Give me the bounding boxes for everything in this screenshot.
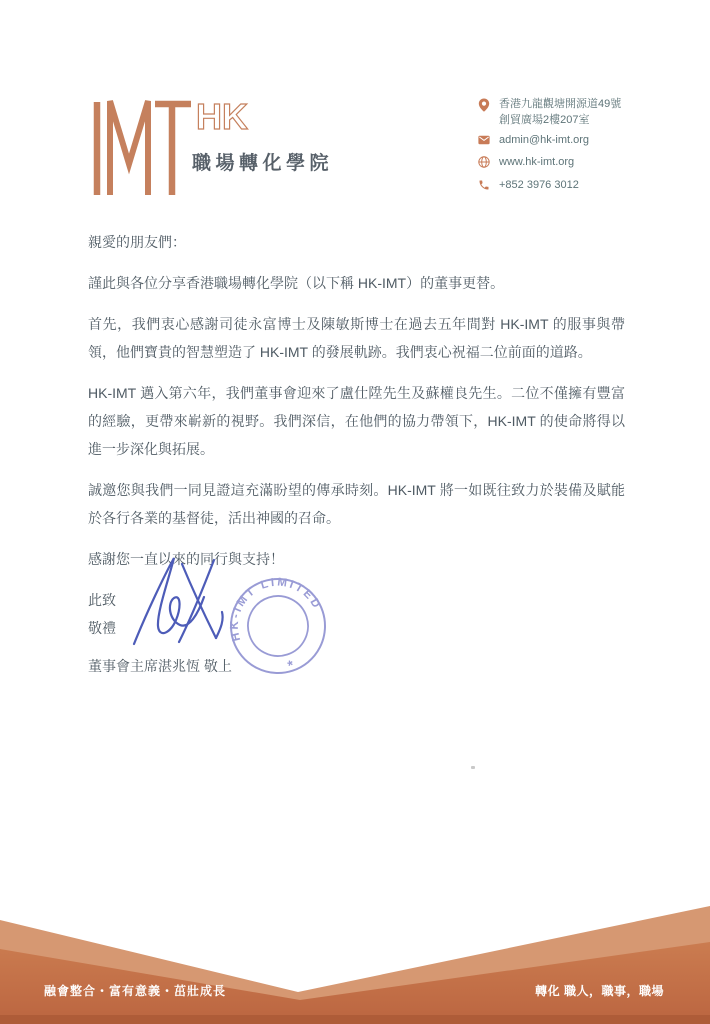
stamp-text: HK-IMT LIMITED: [228, 576, 324, 643]
company-stamp: [222, 564, 334, 690]
svg-text:HK-IMT LIMITED: [222, 564, 325, 643]
footer-bottom-strip: [0, 1015, 710, 1024]
phone-icon: [478, 177, 491, 196]
paragraph-1: 謹此與各位分享香港職場轉化學院（以下稱 HK-IMT）的董事更替。: [88, 275, 505, 291]
stamp-star: *: [285, 656, 296, 674]
contact-phone: +852 3976 3012: [499, 179, 579, 191]
scan-speck: [471, 766, 475, 769]
paragraph-4: 誠邀您與我們一同見證這充滿盼望的傳承時刻。HK-IMT 將一如既往致力於裝備及賦能於各行各業的基督徒，活出神國的召命。: [88, 482, 625, 526]
envelope-icon: [478, 132, 491, 150]
contact-address: [499, 96, 621, 128]
contact-address-row: [478, 96, 688, 128]
paragraph-2: 首先，我們衷心感謝司徒永富博士及陳敏斯博士在過去五年間對 HK-IMT 的服事與帶領，他們寶貴的智慧塑造了 HK-IMT 的發展軌跡。我們衷心祝福二位前面的道路。: [88, 316, 625, 360]
contact-email-row: [478, 132, 688, 150]
footer-left-slogan: 融會整合・富有意義・茁壯成長: [44, 984, 227, 998]
contact-address-line1: 香港九龍觀塘開源道49號: [499, 98, 622, 110]
contact-address-line2: 創貿廣場2樓207室: [499, 114, 590, 126]
closing-line-1: 此致: [88, 592, 116, 608]
contact-website-row: [478, 154, 688, 173]
handwritten-signature: [124, 552, 236, 652]
signoff: 董事會主席湛兆恆 敬上: [88, 658, 232, 674]
location-pin-icon: [478, 96, 491, 117]
footer-right-slogan: 轉化 職人，職事，職場: [535, 984, 664, 998]
globe-icon: [478, 154, 491, 173]
contact-email: admin@hk-imt.org: [499, 134, 590, 146]
imt-logo-mark: [88, 88, 258, 203]
logo-letter-m: [110, 101, 148, 195]
paragraph-5: 感謝您一直以來的同行與支持！: [88, 551, 284, 567]
contact-block: [478, 96, 688, 200]
contact-website: www.hk-imt.org: [499, 156, 575, 168]
logo-subtitle: 職場轉化學院: [192, 153, 334, 174]
closing-line-2: 敬禮: [88, 620, 116, 636]
hk-imt-logo: [88, 88, 428, 203]
paragraph-3: HK-IMT 邁入第六年，我們董事會迎來了盧仕陞先生及蘇權良先生。二位不僅擁有豐富的經驗，更帶來嶄新的視野。我們深信，在他們的協力帶領下，HK-IMT 的使命將得以進一步深化與拓展。: [88, 385, 625, 457]
contact-phone-row: [478, 177, 688, 196]
salutation: 親愛的朋友們：: [88, 234, 186, 250]
logo-hk-text: HK: [196, 96, 248, 137]
footer-banner: [0, 854, 710, 1024]
